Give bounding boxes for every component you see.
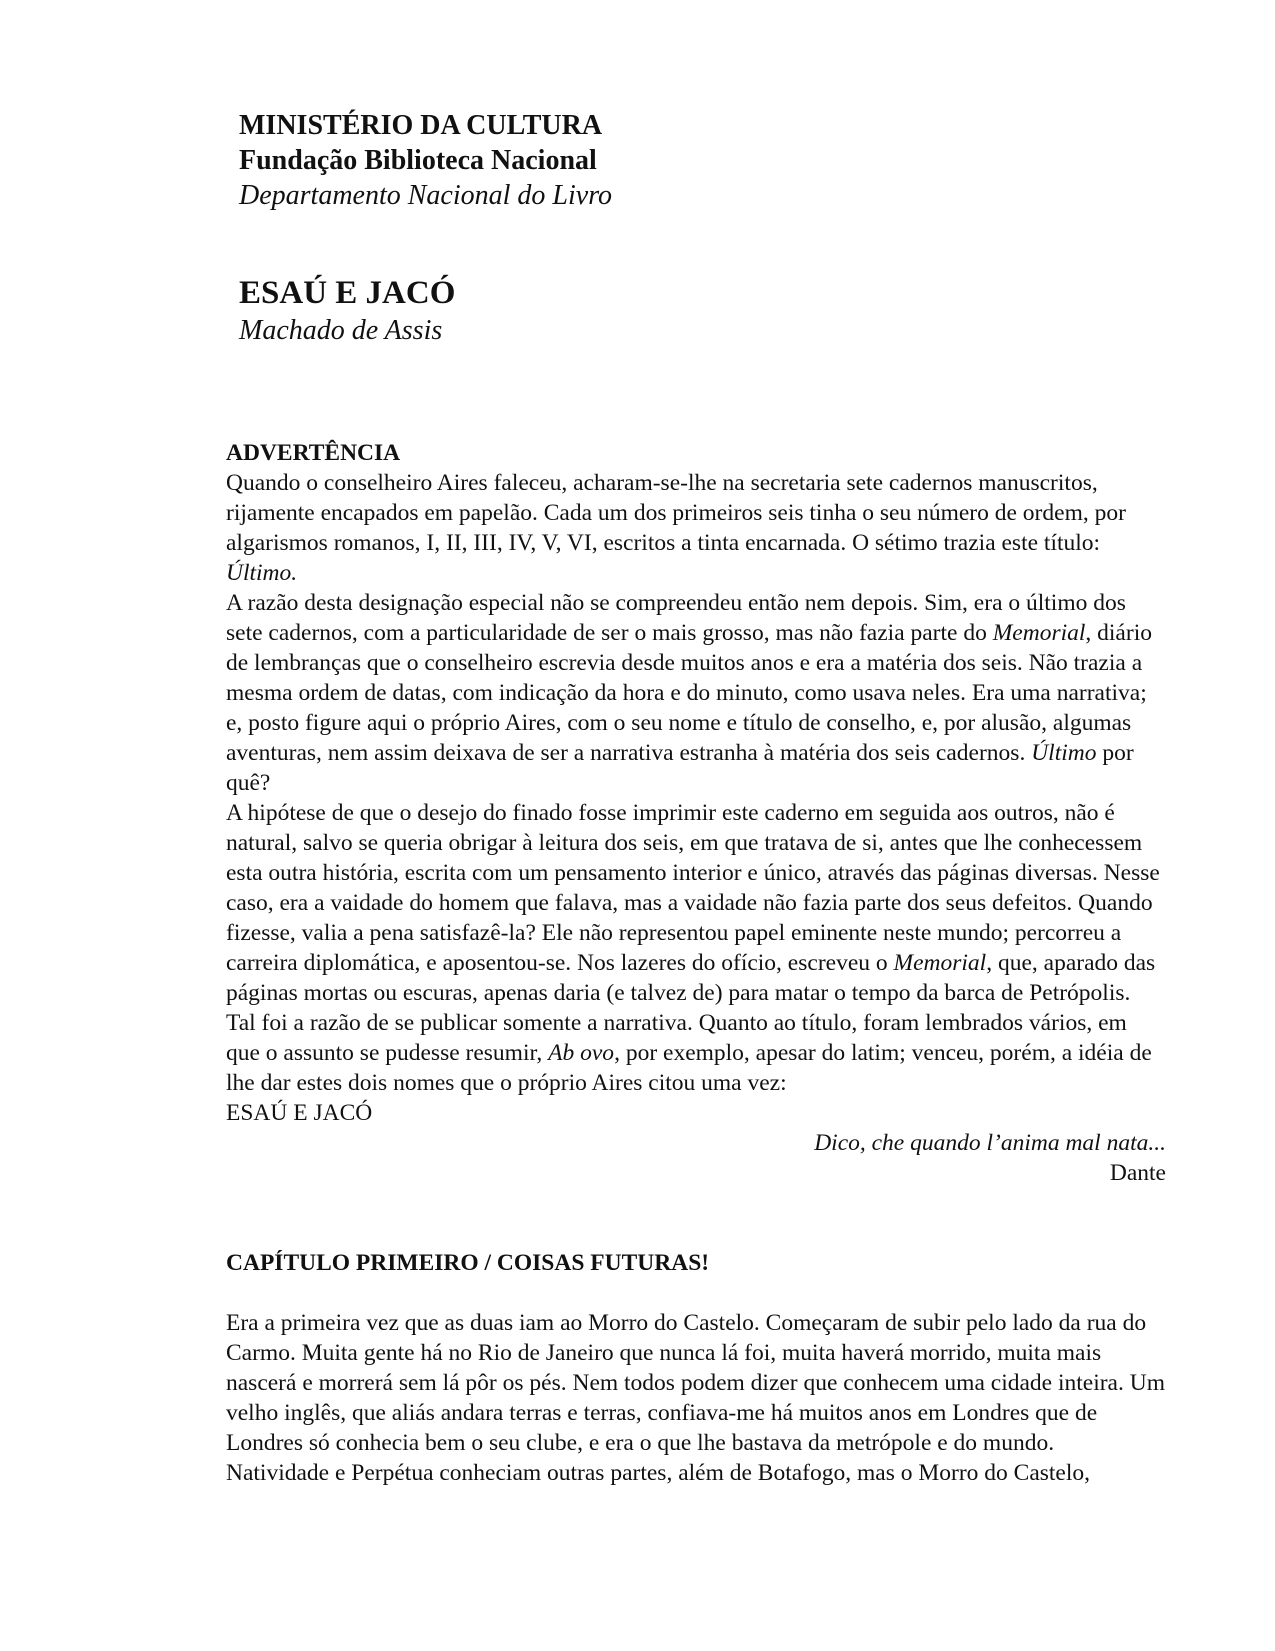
epigraph-quote: Dico, che quando l’anima mal nata...: [814, 1130, 1166, 1156]
paragraph: ESAÚ E JACÓ: [226, 1100, 373, 1126]
text-span: Quando o conselheiro Aires faleceu, acharam-se-lhe na secretaria sete cadernos manuscritos, rijamente encapados em papelão. Cada um dos primeiros seis tinha o seu número de ordem, por algarismos romanos, I, II, III, IV, V, VI, escritos a tinta encarnada. O sétimo trazia este título:: [226, 470, 1126, 556]
chapter-heading: CAPÍTULO PRIMEIRO / COISAS FUTURAS!: [226, 1250, 710, 1276]
text-span: , que, aparado das páginas mortas ou escuras, apenas daria (e talvez de) para matar o tempo da barca de Petrópolis.: [226, 950, 1156, 1006]
paragraph: [226, 468, 1166, 588]
text-span: A razão desta designação especial não se compreendeu então nem depois. Sim, era o último dos sete cadernos, com a particularidade de ser o mais grosso, mas não fazia parte do: [226, 590, 1126, 646]
epigraph-author: Dante: [1109, 1160, 1166, 1186]
text-span: A hipótese de que o desejo do finado fosse imprimir este caderno em seguida aos outros, não é natural, salvo se queria obrigar à leitura dos seis, em que tratava de si, antes que lhe conhecessem esta outra história, escrita com um pensamento interior e único, através das páginas diversas. Nesse caso, era a vaidade do homem que falava, mas a vaidade não fazia parte dos seus defeitos. Quando fizesse, valia a pena satisfazê-la? Ele não representou papel eminente neste mundo; percorreu a carreira diplomática, e aposentou-se. Nos lazeres do ofício, escreveu o: [226, 800, 1160, 976]
paragraph: [226, 798, 1166, 1008]
publisher-header: [239, 108, 612, 213]
emphasis-text: Ab ovo: [548, 1040, 615, 1066]
foundation-name: Fundação Biblioteca Nacional: [239, 145, 597, 176]
advertencia-heading: ADVERTÊNCIA: [226, 440, 401, 466]
book-author: Machado de Assis: [239, 315, 443, 346]
spacer: [226, 1278, 1166, 1308]
emphasis-text: Memorial: [893, 950, 987, 976]
paragraph: [226, 1008, 1166, 1098]
text-span: , por exemplo, apesar do latim; venceu, porém, a idéia de lhe dar estes dois nomes que o próprio Aires citou uma vez:: [226, 1040, 1152, 1096]
book-title: ESAÚ E JACÓ: [239, 275, 456, 311]
chapter-section: [226, 1248, 1166, 1488]
emphasis-text: Último.: [226, 560, 298, 586]
paragraph: Natividade e Perpétua conheciam outras partes, além de Botafogo, mas o Morro do Castelo,: [226, 1460, 1091, 1486]
text-span: por quê?: [226, 740, 1134, 796]
emphasis-text: Memorial: [992, 620, 1086, 646]
paragraph: Era a primeira vez que as duas iam ao Morro do Castelo. Começaram de subir pelo lado da rua do Carmo. Muita gente há no Rio de Janeiro que nunca lá foi, muita haverá morrido, muita mais nascerá e morrerá sem lá pôr os pés. Nem todos podem dizer que conhecem uma cidade inteira. Um velho inglês, que aliás andara terras e terras, confiava-me há muitos anos em Londres que de Londres só conhecia bem o seu clube, e era o que lhe bastava da metrópole e do mundo.: [226, 1310, 1165, 1456]
ministry-name: MINISTÉRIO DA CULTURA: [239, 110, 603, 141]
emphasis-text: Último: [1031, 740, 1097, 766]
text-span: Tal foi a razão de se publicar somente a narrativa. Quanto ao título, foram lembrados vários, em que o assunto se pudesse resumir,: [226, 1010, 1127, 1066]
book-title-block: [239, 272, 455, 348]
department-name: Departamento Nacional do Livro: [239, 180, 613, 211]
text-span: , diário de lembranças que o conselheiro escrevia desde muitos anos e era a matéria dos seis. Não trazia a mesma ordem de datas, com indicação da hora e do minuto, como usava neles. Era uma narrativa; e, posto figure aqui o próprio Aires, com o seu nome e título de conselho, e, por alusão, algumas aventuras, nem assim deixava de ser a narrativa estranha à matéria dos seis cadernos.: [226, 620, 1152, 766]
paragraph: [226, 588, 1166, 798]
advertencia-section: [226, 438, 1166, 1188]
